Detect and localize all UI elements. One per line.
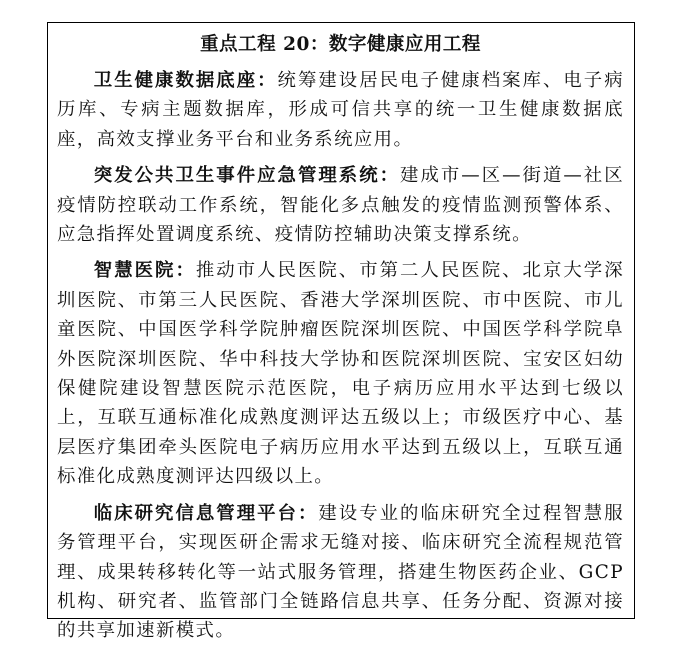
paragraph-term: 突发公共卫生事件应急管理系统：: [93, 165, 401, 187]
paragraph-health-data-base: [57, 66, 624, 154]
paragraph-emergency-management: [57, 161, 624, 249]
paragraph-term: 卫生健康数据底座：: [93, 70, 278, 91]
paragraph-clinical-research-platform: [57, 499, 624, 646]
box-title: 重点工程 20：数字健康应用工程: [200, 34, 481, 55]
paragraph-text: 统筹建设居民电子健康档案库、电子病历库、专病主题数据库，形成可信共享的统一卫生健康数据底座，高效支撑业务平台和业务系统应用。: [57, 70, 624, 150]
paragraph-term: 临床研究信息管理平台：: [93, 502, 319, 524]
paragraph-text: 推动市人民医院、市第二人民医院、北京大学深圳医院、市第三人民医院、香港大学深圳医院、市中医院、市儿童医院、中国医学科学院肿瘤医院深圳医院、中国医学科学院阜外医院深圳医院、华中科技大学协和医院深圳医院、宝安区妇幼保健院建设智慧医院示范医院，电子病历应用水平达到七级以上，互联互通标准化成熟度测评达五级以上；市级医疗中心、基层医疗集团牵头医院电子病历应用水平达到五级以上，互联互通标准化成熟度测评达四级以上。: [57, 260, 624, 488]
paragraph-term: 智慧医院：: [93, 260, 196, 282]
paragraph-smart-hospital: [57, 256, 624, 491]
key-project-box: [47, 22, 635, 642]
paragraph-text: 建设专业的临床研究全过程智慧服务管理平台，实现医研企需求无缝对接、临床研究全流程规范管理、成果转移转化等一站式服务管理，搭建生物医药企业、GCP 机构、研究者、监管部门全链路信息共享、任务分配、资源对接的共享加速新模式。: [57, 502, 624, 642]
paragraph-text: 建成市—区—街道—社区疫情防控联动工作系统，智能化多点触发的疫情监测预警体系、应急指挥处置调度系统、疫情防控辅助决策支撑系统。: [57, 165, 624, 246]
